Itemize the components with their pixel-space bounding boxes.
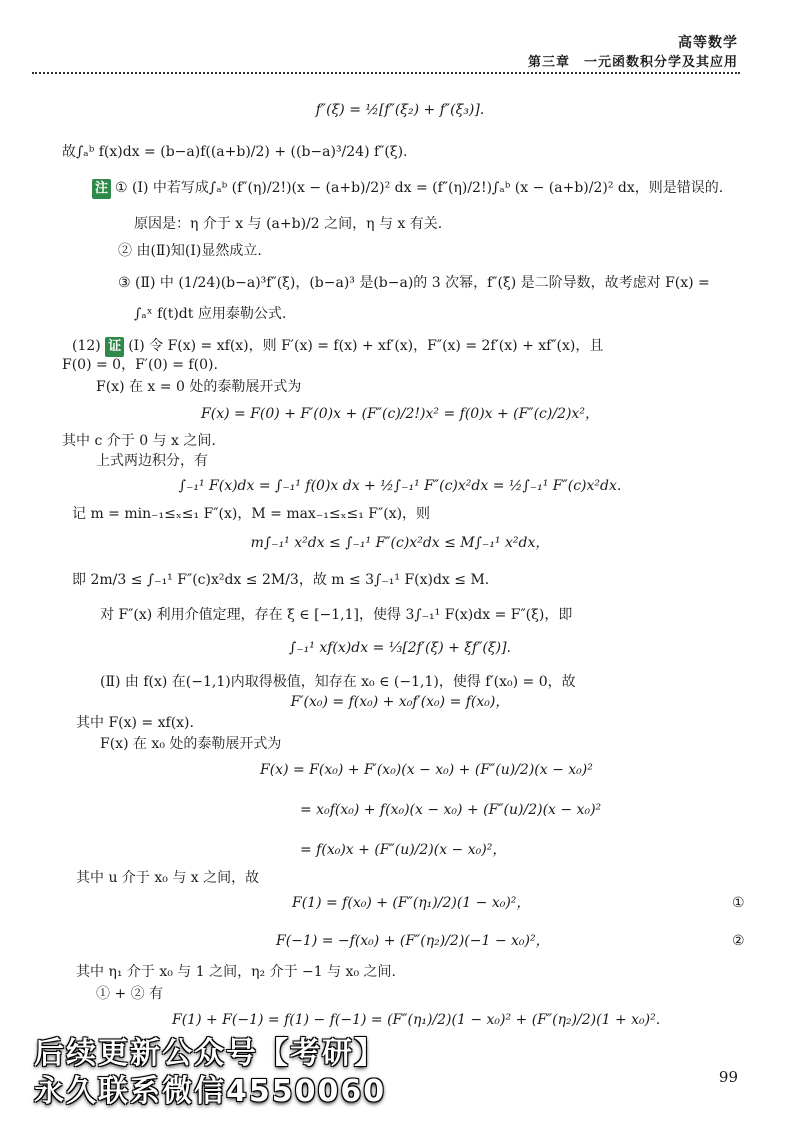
text-line: ② 由(Ⅱ)知(Ⅰ)显然成立. (118, 243, 262, 259)
equation-line: F(1) + F(−1) = f(1) − f(−1) = (F″(η₁)/2)(1 − x₀)² + (F″(η₂)/2)(1 + x₀)². (172, 1012, 661, 1028)
text-line: F(x) 在 x = 0 处的泰勒展开式为 (96, 379, 302, 395)
text-line: F(0) = 0，F′(0) = f(0). (62, 357, 218, 373)
text-line: F(x) 在 x₀ 处的泰勒展开式为 (100, 736, 282, 752)
equation-line: f″(ξ) = ½[f″(ξ₂) + f″(ξ₃)]. (315, 102, 485, 118)
equation-line: F(1) = f(x₀) + (F″(η₁)/2)(1 − x₀)²， (292, 895, 531, 911)
text-line: ∫ₐˣ f(t)dt 应用泰勒公式. (134, 306, 287, 322)
equation-line: = f(x₀)x + (F″(u)/2)(x − x₀)²， (300, 842, 507, 858)
note-tag: 注 (92, 179, 111, 199)
header-book-title: 高等数学 (678, 35, 738, 51)
text-line: 其中 c 介于 0 与 x 之间. (62, 433, 216, 449)
equation-line: F(x) = F(0) + F′(0)x + (F″(c)/2!)x² = f(0)x + (F″(c)/2)x²， (201, 406, 599, 422)
equation-line: = x₀f(x₀) + f(x₀)(x − x₀) + (F″(u)/2)(x − x₀)² (300, 802, 602, 818)
text-line: (Ⅱ) 由 f(x) 在(−1,1)内取得极值，知存在 x₀ ∈ (−1,1)，使得 f′(x₀) = 0，故 (100, 674, 576, 690)
equation-number-2: ② (732, 933, 745, 949)
equation-line: ∫₋₁¹ F(x)dx = ∫₋₁¹ f(0)x dx + ½∫₋₁¹ F″(c)x²dx = ½∫₋₁¹ F″(c)x²dx. (178, 478, 622, 494)
text-line: ③ (Ⅱ) 中 (1/24)(b−a)³f″(ξ)，(b−a)³ 是(b−a)的 3 次幂，f″(ξ) 是二阶导数，故考虑对 F(x) = (118, 275, 710, 291)
watermark-line-2: 永久联系微信4550060 (34, 1074, 387, 1109)
text-line: 对 F″(x) 利用介值定理，存在 ξ ∈ [−1,1]，使得 3∫₋₁¹ F(x)dx = F″(ξ)，即 (100, 607, 573, 623)
proof-number: (12) (72, 338, 101, 354)
note-line (92, 178, 723, 199)
equation-line: F(−1) = −f(x₀) + (F″(η₂)/2)(−1 − x₀)²， (276, 933, 550, 949)
text-line: 其中 u 介于 x₀ 与 x 之间，故 (76, 870, 260, 886)
proof-line (72, 336, 603, 357)
text-line: 记 m = min₋₁≤ₓ≤₁ F″(x)，M = max₋₁≤ₓ≤₁ F″(x)，则 (72, 506, 431, 522)
equation-number-1: ① (732, 895, 745, 911)
equation-line: m∫₋₁¹ x²dx ≤ ∫₋₁¹ F″(c)x²dx ≤ M∫₋₁¹ x²dx， (250, 535, 550, 551)
equation-line: F′(x₀) = f(x₀) + x₀f′(x₀) = f(x₀)， (290, 694, 510, 710)
text-line: 其中 η₁ 介于 x₀ 与 1 之间，η₂ 介于 −1 与 x₀ 之间. (76, 964, 396, 980)
proof-tag: 证 (105, 337, 124, 357)
header-rule (32, 72, 740, 74)
note-text: ① (Ⅰ) 中若写成∫ₐᵇ (f″(η)/2!)(x − (a+b)/2)² dx = (f″(η)/2!)∫ₐᵇ (x − (a+b)/2)² dx，则是错误的. (115, 180, 724, 196)
text-line: 其中 F(x) = xf(x). (76, 715, 194, 731)
text-line: 原因是：η 介于 x 与 (a+b)/2 之间，η 与 x 有关. (134, 216, 443, 232)
text-line: 上式两边积分，有 (96, 453, 208, 469)
text-line: 即 2m/3 ≤ ∫₋₁¹ F″(c)x²dx ≤ 2M/3，故 m ≤ 3∫₋₁¹ F(x)dx ≤ M. (72, 572, 490, 588)
header-chapter: 第三章 一元函数积分学及其应用 (527, 55, 738, 70)
text-line: ① + ② 有 (96, 986, 164, 1002)
text-line: 故∫ₐᵇ f(x)dx = (b−a)f((a+b)/2) + ((b−a)³/24) f″(ξ). (62, 144, 408, 160)
page-number: 99 (718, 1068, 738, 1086)
equation-line: F(x) = F(x₀) + F′(x₀)(x − x₀) + (F″(u)/2)(x − x₀)² (260, 762, 593, 778)
watermark-line-1: 后续更新公众号【考研】 (34, 1036, 386, 1071)
proof-text: (Ⅰ) 令 F(x) = xf(x)，则 F′(x) = f(x) + xf′(x)，F″(x) = 2f′(x) + xf″(x)，且 (128, 338, 604, 354)
equation-line: ∫₋₁¹ xf(x)dx = ⅓[2f′(ξ) + ξf″(ξ)]. (289, 640, 511, 656)
